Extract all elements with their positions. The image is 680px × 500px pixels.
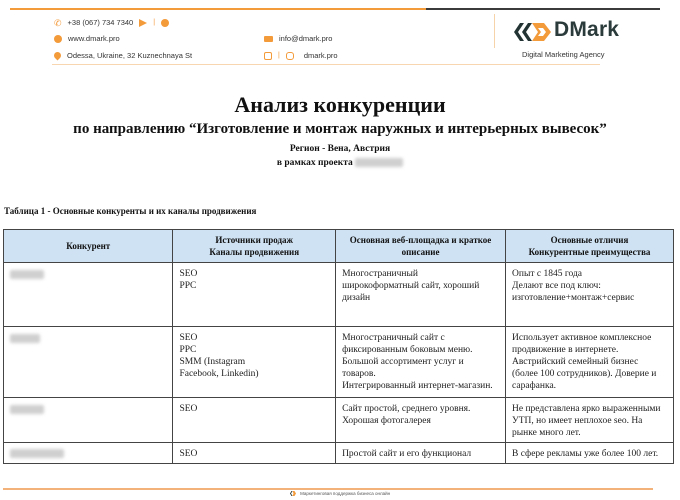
top-border-orange [10, 8, 426, 10]
advantage-text: изготовление+монтаж+сервис [512, 293, 635, 303]
website-cell [336, 443, 506, 464]
separator: | [278, 52, 280, 59]
table-header-row [4, 230, 674, 263]
channels-cell [173, 327, 336, 398]
competitor-cell [4, 327, 173, 398]
facebook-icon[interactable] [264, 52, 272, 60]
document-subtitle: по направлению “Изготовление и монтаж наружных и интерьерных вывесок” [73, 121, 607, 137]
website-text: Простой сайт и его функционал [342, 449, 472, 459]
website-text: Большой ассортимент услуг и [342, 357, 464, 367]
globe-icon [54, 35, 62, 43]
column-header-text: Конкурентные преимущества [528, 247, 651, 257]
mail-icon [264, 36, 273, 42]
column-header-text: Основные отличия [550, 235, 629, 245]
dmark-logo [512, 18, 632, 62]
address-row [54, 51, 192, 60]
competitors-table [3, 229, 674, 464]
advantage-text: рынке много лет. [512, 428, 581, 438]
email-link[interactable]: info@dmark.pro [279, 34, 333, 43]
column-header-text: Каналы продвижения [209, 247, 300, 257]
email-row [264, 34, 332, 43]
advantage-text: Использует активное комплексное [512, 333, 652, 343]
channels-cell [173, 398, 336, 443]
website-cell [336, 398, 506, 443]
channel-item: SEO [179, 269, 198, 279]
column-header-text: Основная веб-площадка и краткое [349, 235, 492, 245]
advantage-text: В сфере рекламы уже более 100 лет. [512, 449, 659, 459]
phone-number[interactable]: +38 (067) 734 7340 [67, 18, 134, 27]
document-title: Анализ конкуренции [234, 92, 446, 117]
website-cell [336, 327, 506, 398]
column-header-advantages [506, 230, 674, 263]
redacted-competitor-name [10, 405, 44, 414]
column-header-text: Конкурент [66, 241, 111, 251]
location-pin-icon [53, 51, 63, 61]
header-divider [494, 14, 495, 48]
top-border [10, 8, 660, 10]
social-row [264, 51, 338, 60]
column-header-text: Источники продаж [215, 235, 294, 245]
channel-item: SMM (Instagram [179, 357, 246, 367]
top-border-dark [426, 8, 660, 10]
logo-tagline: Digital Marketing Agency [522, 50, 605, 59]
channels-cell [173, 443, 336, 464]
social-handle[interactable]: dmark.pro [303, 51, 338, 60]
separator: | [153, 19, 156, 26]
channel-item: PPC [179, 281, 197, 291]
website-link[interactable]: www.dmark.pro [68, 34, 120, 43]
document-project [0, 158, 680, 168]
website-text: дизайн [342, 293, 371, 303]
website-text: Интегрированный интернет-магазин. [342, 381, 493, 391]
dmark-mini-logo-icon [290, 491, 296, 496]
table-row [4, 443, 674, 464]
table-row [4, 263, 674, 327]
channel-item: SEO [179, 404, 198, 414]
redacted-competitor-name [10, 449, 64, 458]
website-text: товаров. [342, 369, 376, 379]
website-text: широкоформатный сайт, хороший [342, 281, 480, 291]
advantage-text: продвижение в интернете. [512, 345, 619, 355]
channel-item: SEO [179, 449, 198, 459]
advantage-text: Австрийский семейный бизнес [512, 357, 639, 367]
channel-item: Facebook, Linkedin) [179, 369, 259, 379]
website-text: Многостраничный [342, 269, 418, 279]
advantage-text: Опыт с 1845 года [512, 269, 583, 279]
channel-item: SEO [179, 333, 198, 343]
dmark-logo-icon [514, 20, 554, 44]
website-text: Хорошая фотогалерея [342, 416, 431, 426]
website-row [54, 34, 120, 43]
instagram-icon[interactable] [286, 52, 294, 60]
advantage-text: УТП, но имеет неплохое seo. На [512, 416, 643, 426]
document-region: Регион - Вена, Австрия [289, 144, 391, 154]
column-header-text: описание [401, 247, 440, 257]
column-header-website [336, 230, 506, 263]
competitor-cell [4, 398, 173, 443]
table-row [4, 398, 674, 443]
competitor-cell [4, 443, 173, 464]
website-text: Сайт простой, среднего уровня. [342, 404, 471, 414]
page-footer [0, 491, 680, 496]
footer-rule [3, 488, 653, 490]
project-label: в рамках проекта [276, 158, 353, 168]
address: Odessa, Ukraine, 32 Kuznechnaya St [67, 51, 193, 60]
redacted-competitor-name [10, 334, 40, 343]
phone-row [54, 18, 169, 27]
advantage-text: сарафанка. [512, 381, 557, 391]
advantage-text: Делают все под ключ: [512, 281, 601, 291]
table-row [4, 327, 674, 398]
logo-name: DMark [554, 18, 620, 41]
footer-text: Маркетинговая поддержка бизнеса онлайн [300, 491, 391, 496]
website-text: Многостраничный сайт с [342, 333, 445, 343]
advantages-cell [506, 443, 674, 464]
website-text: фиксированным боковым меню. [342, 345, 473, 355]
channels-cell [173, 263, 336, 327]
header-rule [52, 64, 600, 65]
table-caption: Таблица 1 - Основные конкуренты и их каналы продвижения [4, 206, 257, 216]
website-cell [336, 263, 506, 327]
telegram-icon[interactable] [139, 19, 147, 27]
competitor-cell [4, 263, 173, 327]
channel-item: PPC [179, 345, 197, 355]
column-header-competitor [4, 230, 173, 263]
advantages-cell [506, 263, 674, 327]
redacted-competitor-name [10, 270, 44, 279]
viber-icon[interactable] [161, 19, 169, 27]
advantage-text: (более 100 сотрудников). Доверие и [512, 369, 657, 379]
column-header-channels [173, 230, 336, 263]
advantages-cell [506, 327, 674, 398]
advantages-cell [506, 398, 674, 443]
redacted-project-name [355, 158, 403, 167]
advantage-text: Не представлена ярко выраженными [512, 404, 661, 414]
phone-icon: ✆ [54, 17, 62, 28]
